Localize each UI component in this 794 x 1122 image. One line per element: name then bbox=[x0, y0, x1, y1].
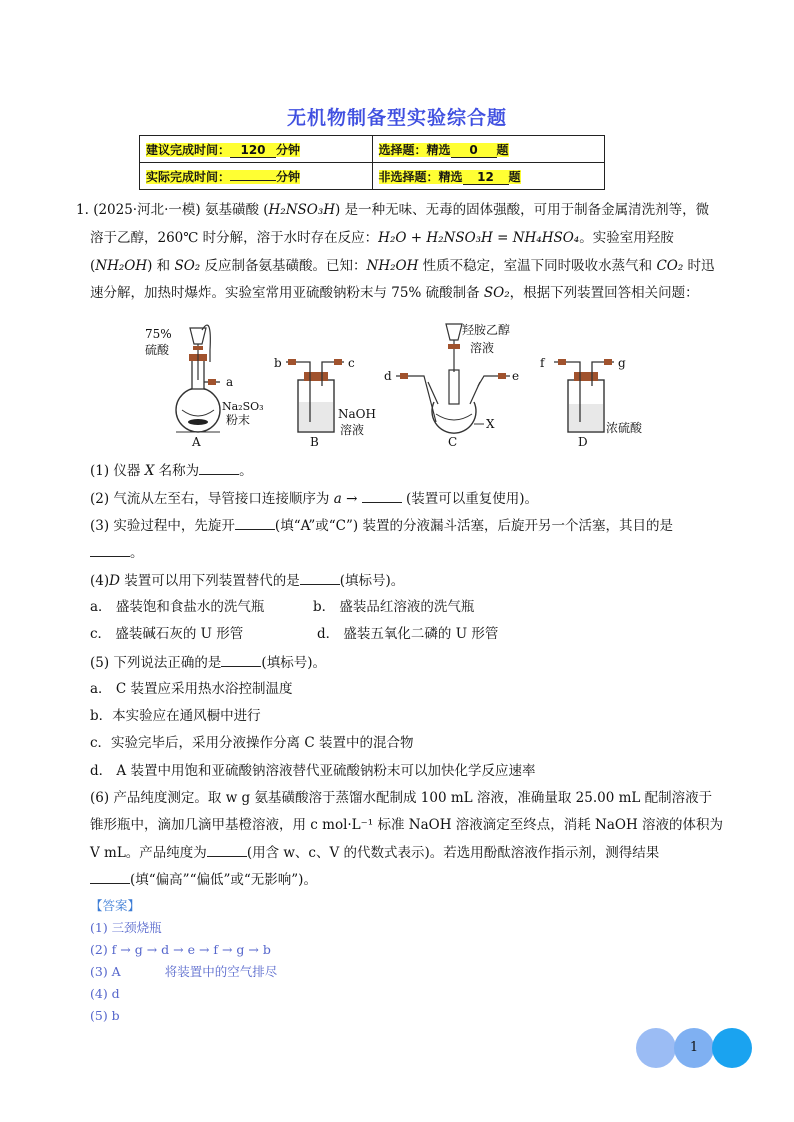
label-b-name: B bbox=[310, 435, 319, 449]
label-a-acid-1: 75% bbox=[145, 327, 172, 341]
question-intro-line-2: 溶于乙醇，260℃ 时分解，溶于水时存在反应：H₂O + H₂NSO₃H = NH₄HSO₄。实验室用羟胺 bbox=[90, 230, 674, 246]
sub-question-3: (3) 实验过程中，先旋开 (填“A”或“C”) 装置的分液漏斗活塞，后旋开另一个活塞，其目的是 bbox=[90, 515, 673, 536]
option-4a: a． 盛装饱和食盐水的洗气瓶 bbox=[90, 599, 265, 615]
apparatus-c bbox=[384, 322, 519, 449]
sub-question-5: (5) 下列说法正确的是 (填标号)。 bbox=[90, 652, 326, 673]
option-4c: c． 盛装碱石灰的 U 形管 bbox=[90, 626, 244, 642]
label-a-solid-1: Na₂SO₃ bbox=[222, 400, 264, 413]
question-intro-line-1: 1. (2025·河北·一模) 氨基磺酸 (H₂NSO₃H) 是一种无味、无毒的固体强酸，可用于制备金属清洗剂等，微 bbox=[76, 202, 710, 218]
sub-question-4: (4)D 装置可以用下列装置替代的是 (填标号)。 bbox=[90, 570, 404, 591]
apparatus-a bbox=[145, 325, 264, 449]
suggested-time-cell: 建议完成时间： 120 分钟 bbox=[140, 136, 373, 163]
answer-1: (1) 三颈烧瓶 bbox=[90, 920, 162, 935]
label-d-out: g bbox=[618, 356, 626, 370]
sub-question-6-line-4: (填“偏高”“偏低”或“无影响”)。 bbox=[90, 869, 317, 890]
actual-time-cell: 实际完成时间： 分钟 bbox=[140, 163, 373, 190]
option-4b: b． 盛装品红溶液的洗气瓶 bbox=[313, 599, 475, 615]
page-number: 1 bbox=[674, 1028, 714, 1068]
completion-info-table bbox=[139, 135, 605, 190]
choice-count-cell: 选择题：精选 0 题 bbox=[372, 136, 605, 163]
label-b-out: c bbox=[348, 356, 355, 370]
option-5c: c．实验完毕后，采用分液操作分离 C 装置中的混合物 bbox=[90, 735, 414, 751]
option-5b: b．本实验应在通风橱中进行 bbox=[90, 708, 261, 724]
option-4d: d． 盛装五氧化二磷的 U 形管 bbox=[317, 626, 499, 642]
label-c-x: X bbox=[486, 417, 495, 431]
apparatus-diagram bbox=[140, 310, 660, 455]
label-c-right: e bbox=[512, 369, 520, 383]
option-5d: d． A 装置中用饱和亚硫酸钠溶液替代亚硫酸钠粉末可以加快化学反应速率 bbox=[90, 763, 536, 779]
label-b-in: b bbox=[274, 356, 282, 370]
sub-question-6-line-3: V mL。产品纯度为 (用含 w、c、V 的代数式表示)。若选用酚酞溶液作指示剂，测得结果 bbox=[90, 842, 659, 863]
answer-2: (2) f → g → d → e → f → g → b bbox=[90, 942, 271, 957]
sub-question-6-line-1: (6) 产品纯度测定。取 w g 氨基磺酸溶于蒸馏水配制成 100 mL 溶液，准确量取 25.00 mL 配制溶液于 bbox=[90, 790, 713, 806]
sub-question-1: (1) 仪器 X 名称为 。 bbox=[90, 460, 253, 481]
question-intro-line-4: 速分解，加热时爆炸。实验室常用亚硫酸钠粉末与 75% 硫酸制备 SO₂，根据下列装置回答相关问题： bbox=[90, 285, 699, 301]
actual-time-value bbox=[230, 180, 276, 181]
question-intro-line-3: (NH₂OH) 和 SO₂ 反应制备氨基磺酸。已知：NH₂OH 性质不稳定，室温下同时吸收水蒸气和 CO₂ 时迅 bbox=[90, 258, 715, 274]
answer-3: (3) A 将装置中的空气排尽 bbox=[90, 964, 278, 979]
suggested-time-value: 120 bbox=[230, 143, 276, 158]
label-b-sol-1: NaOH bbox=[338, 407, 376, 421]
sub-question-2: (2) 气流从左至右，导管接口连接顺序为 a → (装置可以重复使用)。 bbox=[90, 488, 538, 509]
sub-question-3-cont: 。 bbox=[90, 542, 144, 563]
label-a-port: a bbox=[226, 375, 234, 389]
answer-5: (5) b bbox=[90, 1008, 120, 1023]
answer-4: (4) d bbox=[90, 986, 120, 1001]
label-c-top-1: 羟胺乙醇 bbox=[462, 323, 511, 337]
nonchoice-count-cell: 非选择题：精选 12 题 bbox=[372, 163, 605, 190]
nonchoice-count-value: 12 bbox=[463, 170, 509, 185]
page-badge-circle-1 bbox=[636, 1028, 676, 1068]
label-c-top-2: 溶液 bbox=[470, 341, 495, 355]
label-d-in: f bbox=[540, 356, 545, 370]
label-c-name: C bbox=[448, 435, 458, 449]
label-d-sol: 浓硫酸 bbox=[606, 421, 643, 435]
label-a-name: A bbox=[192, 435, 201, 449]
label-c-left: d bbox=[384, 369, 392, 383]
option-5a: a． C 装置应采用热水浴控制温度 bbox=[90, 681, 293, 697]
page-badge-circle-3 bbox=[712, 1028, 752, 1068]
label-d-name: D bbox=[578, 435, 588, 449]
label-a-acid-2: 硫酸 bbox=[145, 343, 170, 357]
page-title: 无机物制备型实验综合题 bbox=[286, 107, 507, 129]
answer-label: 【答案】 bbox=[90, 898, 141, 913]
choice-count-value: 0 bbox=[451, 143, 497, 158]
label-b-sol-2: 溶液 bbox=[340, 423, 365, 437]
apparatus-b bbox=[274, 356, 376, 449]
label-a-solid-2: 粉末 bbox=[226, 413, 251, 427]
sub-question-6-line-2: 锥形瓶中，滴加几滴甲基橙溶液，用 c mol·L⁻¹ 标准 NaOH 溶液滴定至终点，消耗 NaOH 溶液的体积为 bbox=[90, 817, 724, 833]
apparatus-d bbox=[540, 356, 643, 449]
